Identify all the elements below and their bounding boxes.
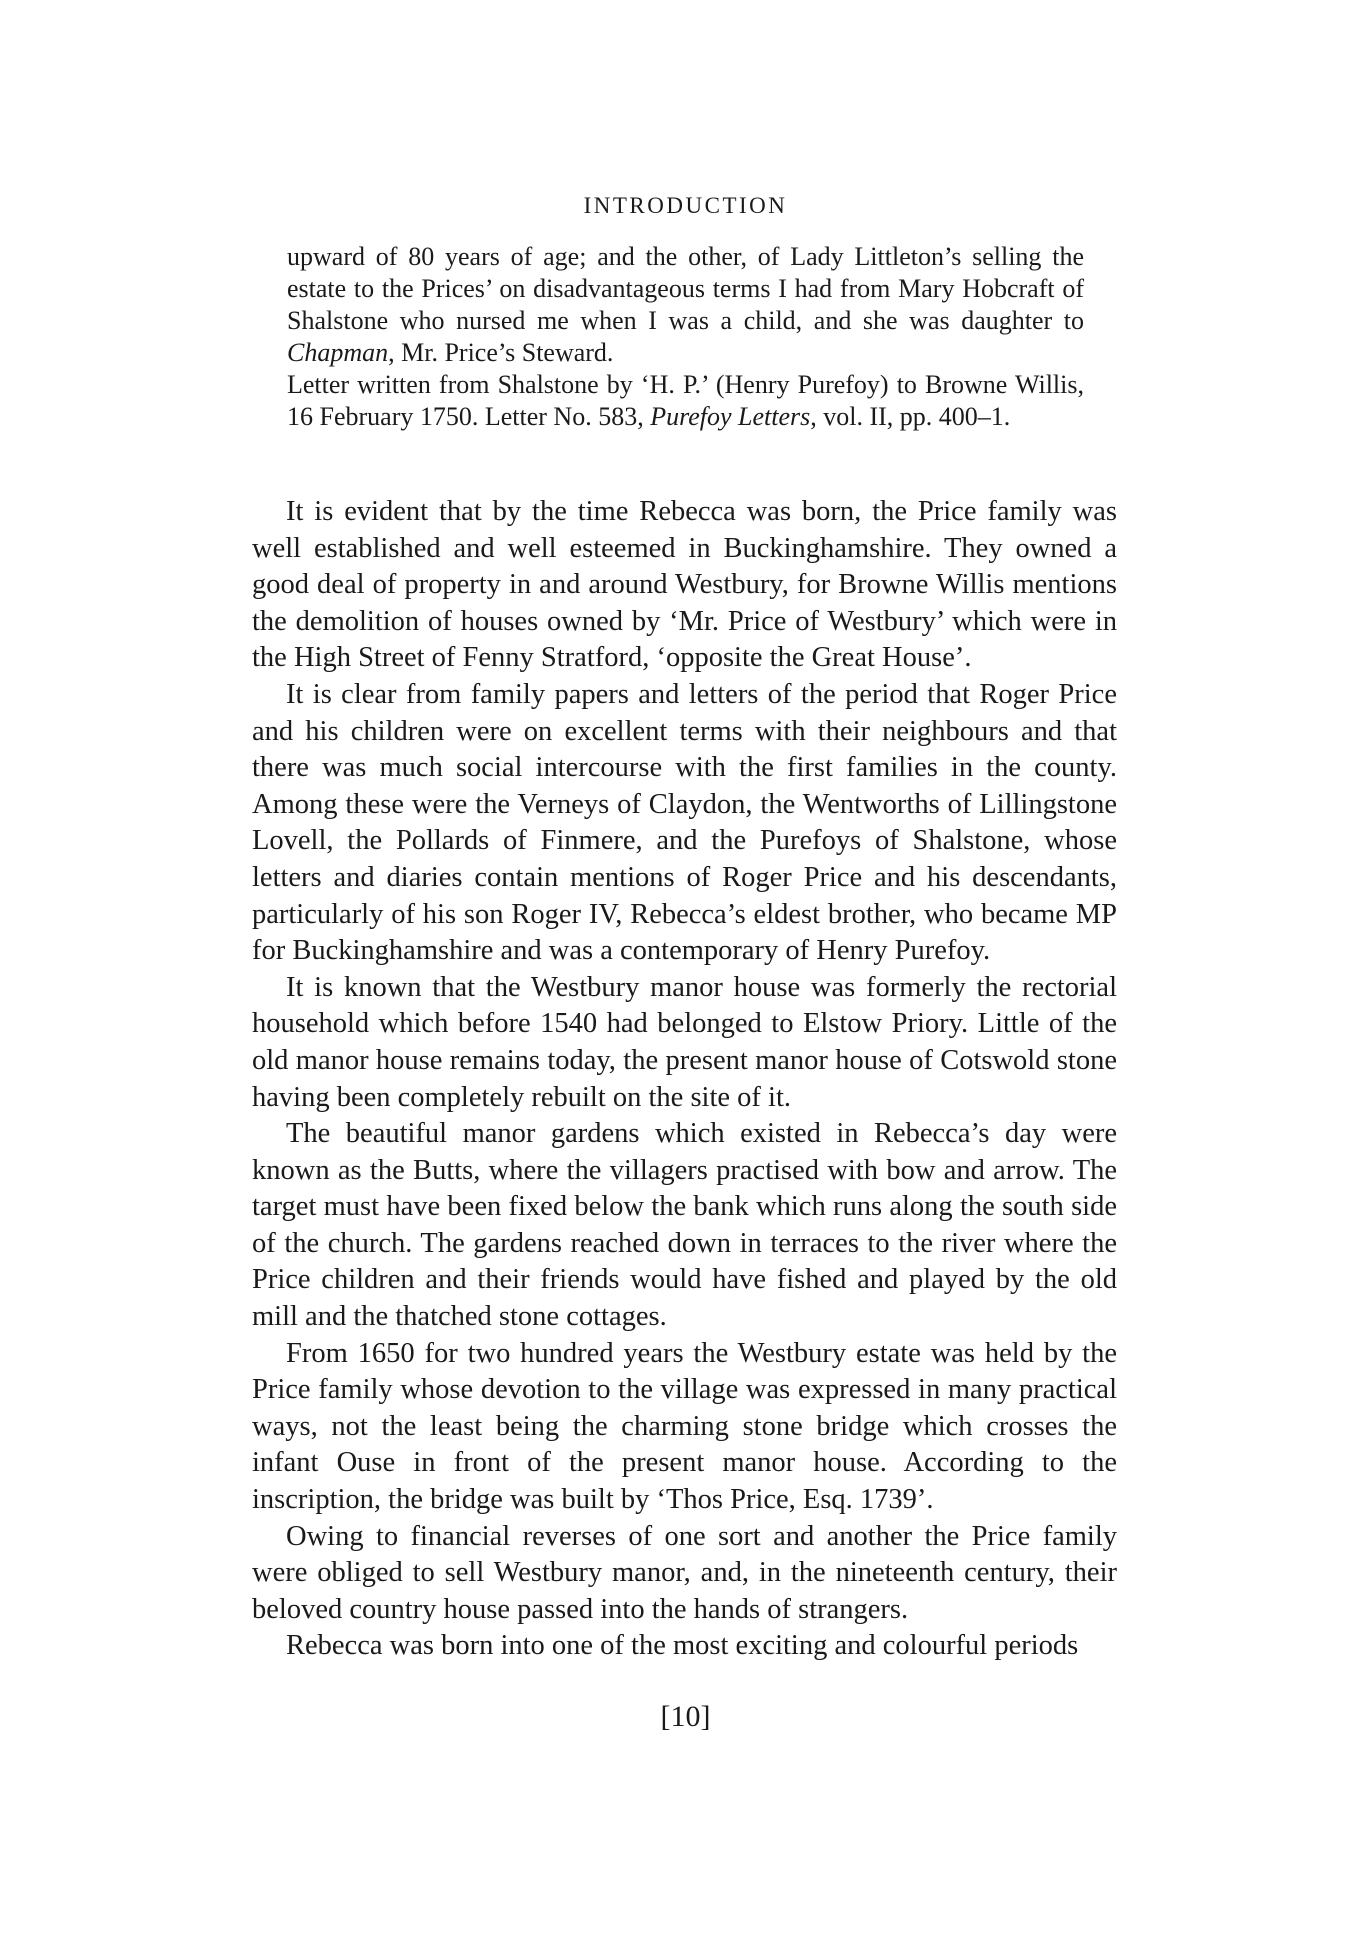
paragraph-social-intercourse: It is clear from family papers and letters of the period that Roger Price and his children were on excellent terms with their neighbours and that there was much social intercourse with the first families in the county. Among these were the Verneys of Claydon, the Wentworths of Lillingstone Lovell, the Pollards of Finmere, and the Purefoys of Shalstone, whose letters and diaries contain mentions of Roger Price and his descendants, particularly of his son Roger IV, Rebecca’s eldest brother, who became MP for Buckinghamshire and was a contemporary of Henry Purefoy. (252, 678, 1117, 967)
body-text (252, 494, 1117, 1665)
paragraph-westbury-estate: From 1650 for two hundred years the Westbury estate was held by the Price family whose devotion to the village was expressed in many practical ways, not the least being the charming stone bridge which crosses the infant Ouse in front of the present manor house. According to the inscription, the bridge was built by ‘Thos Price, Esq. 1739’. (252, 1337, 1117, 1516)
block-quote (287, 241, 1084, 433)
citation-book-title: Purefoy Letters (650, 402, 811, 431)
paragraph-rebecca-born: Rebecca was born into one of the most exciting and colourful periods (286, 1630, 1079, 1662)
quote-text (287, 241, 1084, 369)
running-head: INTRODUCTION (583, 193, 788, 218)
quote-italic-name: Chapman (287, 338, 389, 367)
citation-end: , vol. II, pp. 400–1. (810, 402, 1011, 431)
paragraph-financial-reverses: Owing to financial reverses of one sort and another the Price family were obliged to sell Westbury manor, and, in the nineteenth century, their beloved country house passed into the hands of strangers. (252, 1520, 1117, 1625)
quote-text-end: , Mr. Price’s Steward. (388, 338, 614, 367)
citation-start: Letter written from Shalstone by ‘H. P.’ (Henry Purefoy) to Browne Willis, 16 February 1750. Letter No. 583, (287, 370, 1084, 431)
quote-citation (287, 369, 1084, 433)
paragraph-price-family-esteem: It is evident that by the time Rebecca was born, the Price family was well established and well esteemed in Buckinghamshire. They owned a good deal of property in and around Westbury, for Browne Willis mentions the demolition of houses owned by ‘Mr. Price of Westbury’ which were in the High Street of Fenny Stratford, ‘opposite the Great House’. (252, 496, 1117, 674)
paragraph-manor-house: It is known that the Westbury manor house was formerly the rectorial household which before 1540 had belonged to Elstow Priory. Little of the old manor house remains today, the present manor house of Cotswold stone having been completely rebuilt on the site of it. (252, 971, 1117, 1113)
paragraph-manor-gardens: The beautiful manor gardens which existed in Rebecca’s day were known as the Butts, where the villagers practised with bow and arrow. The target must have been fixed below the bank which runs along the south side of the church. The gardens reached down in terraces to the river where the Price children and their friends would have fished and played by the old mill and the thatched stone cottages. (252, 1118, 1117, 1333)
quote-text-start: upward of 80 years of age; and the other, of Lady Littleton’s selling the estate to the Prices’ on disadvantageous terms I had from Mary Hobcraft of Shalstone who nursed me when I was a child, and she was daughter to (287, 242, 1084, 335)
page-number: [10] (660, 1700, 711, 1733)
